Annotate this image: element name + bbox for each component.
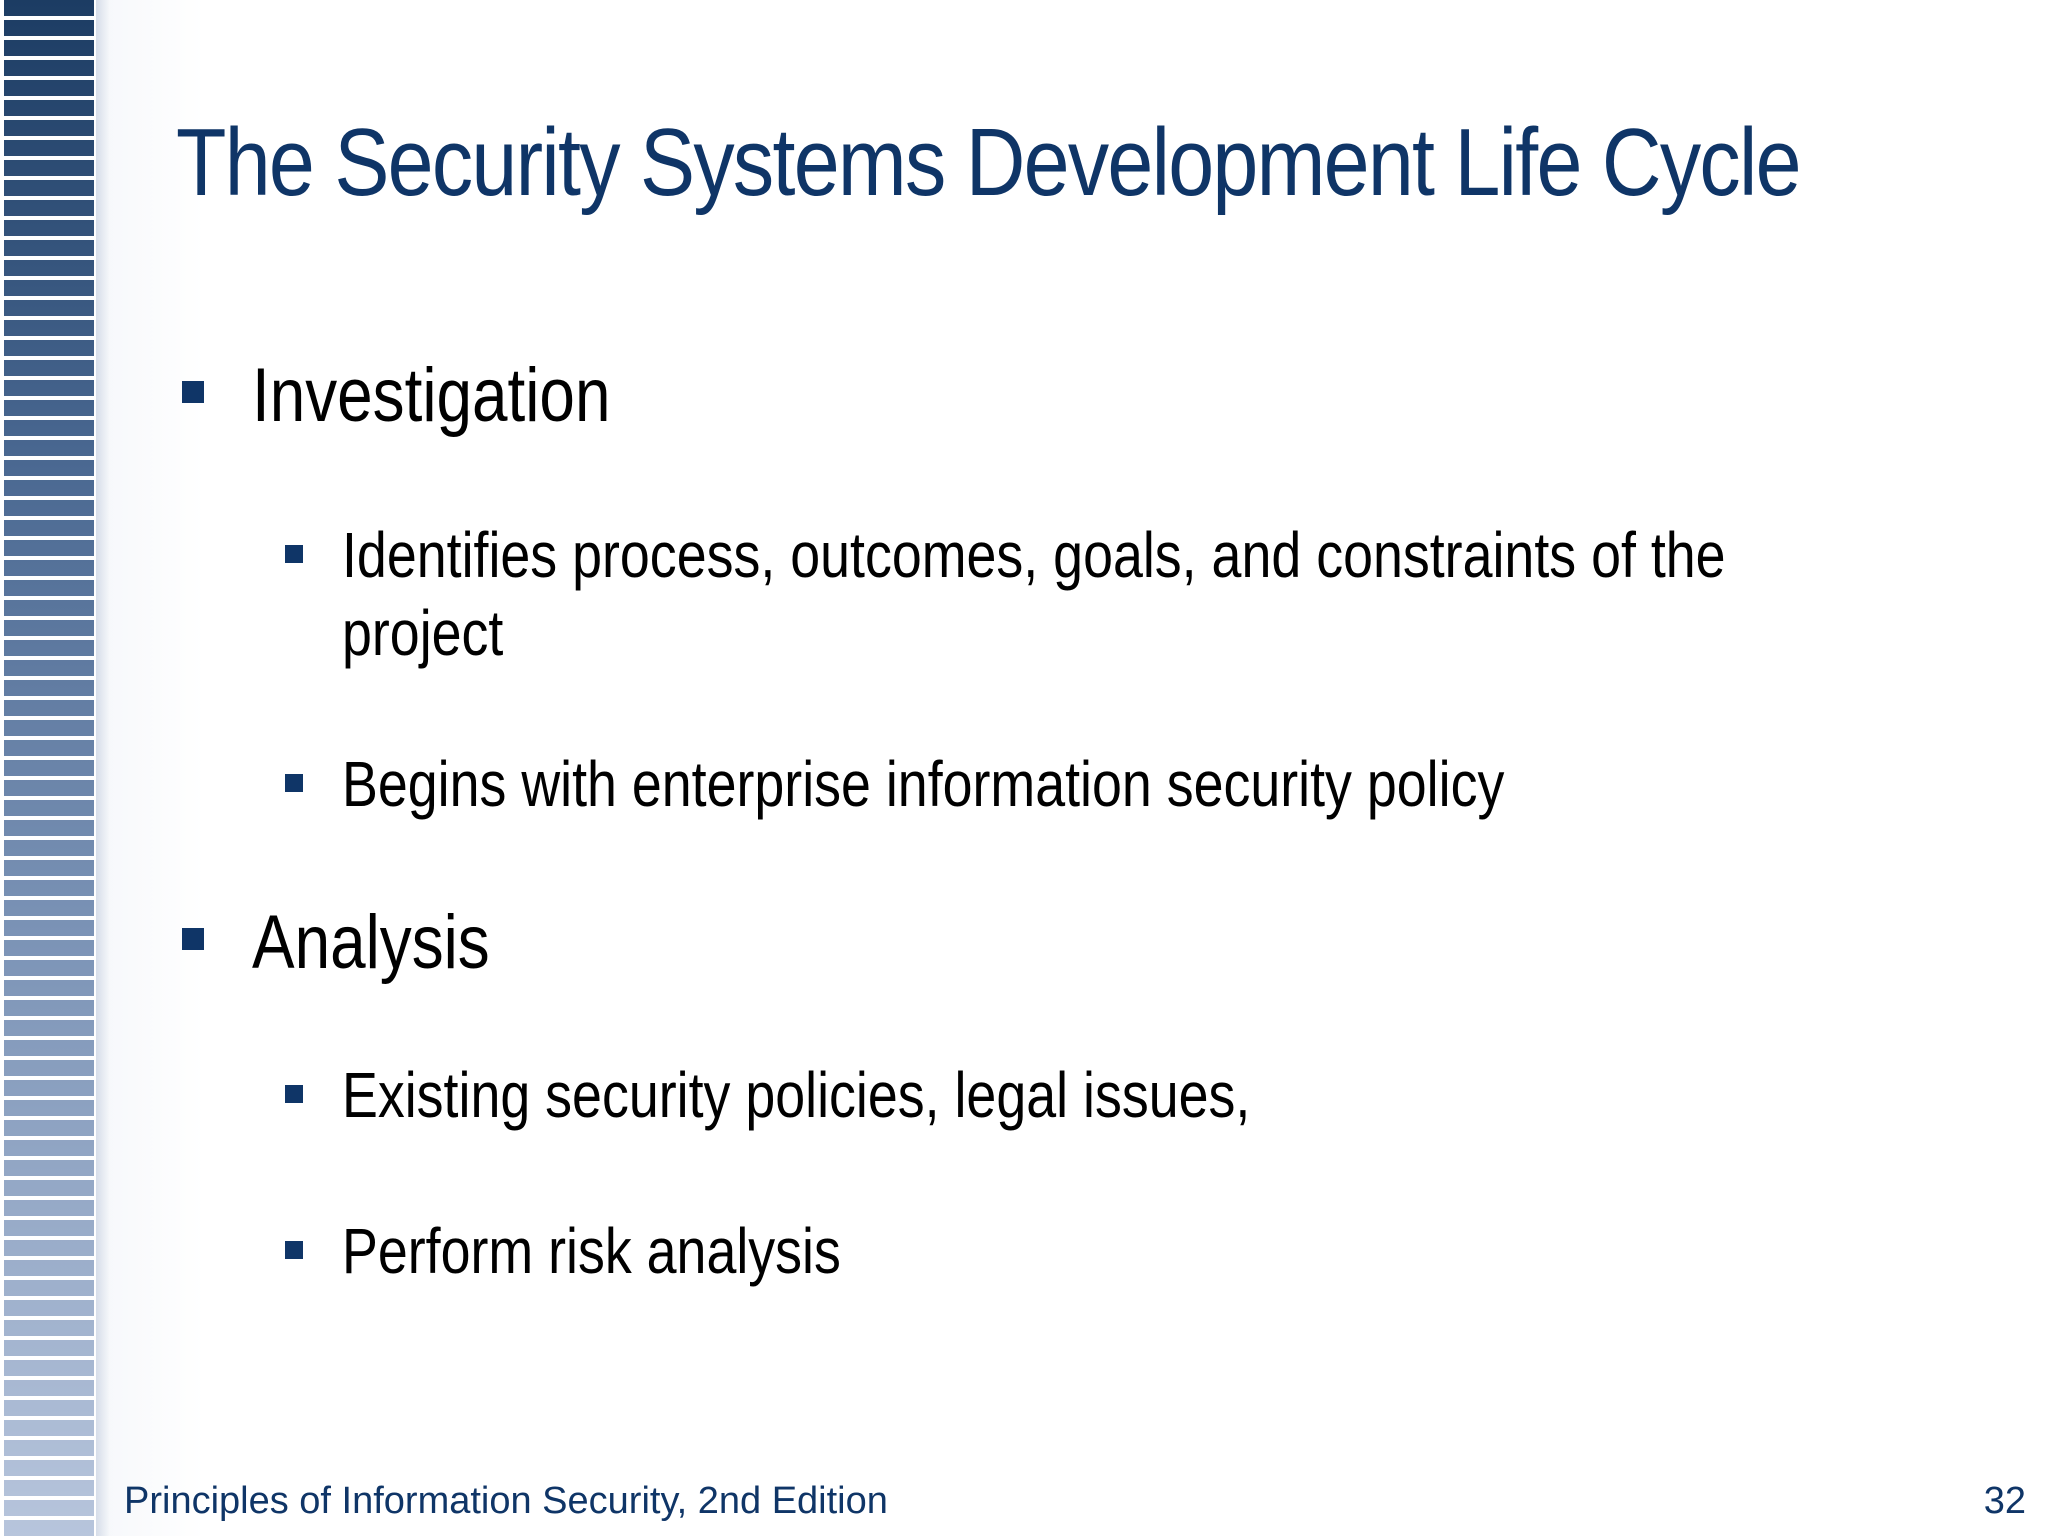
bullet-marker <box>182 928 204 950</box>
sub-bullet-marker <box>285 774 303 792</box>
sub-bullet-identifies-continued: project <box>342 597 504 669</box>
sub-bullet-marker <box>285 1241 303 1259</box>
sub-bullet-marker <box>285 545 303 563</box>
bullet-investigation: Investigation <box>252 353 611 438</box>
footer-book-title: Principles of Information Security, 2nd Edition <box>124 1480 888 1522</box>
bullet-marker <box>182 381 204 403</box>
sub-bullet-identifies: Identifies process, outcomes, goals, and constraints of the <box>342 519 1726 591</box>
sub-bullet-begins: Begins with enterprise information security policy <box>342 748 1505 820</box>
page-number: 32 <box>1983 1480 2026 1522</box>
bullet-analysis: Analysis <box>252 900 490 985</box>
slide-title: The Security Systems Development Life Cycle <box>176 109 1800 216</box>
sub-bullet-existing: Existing security policies, legal issues, <box>342 1059 1251 1131</box>
sub-bullet-marker <box>285 1085 303 1103</box>
sub-bullet-perform: Perform risk analysis <box>342 1215 841 1287</box>
